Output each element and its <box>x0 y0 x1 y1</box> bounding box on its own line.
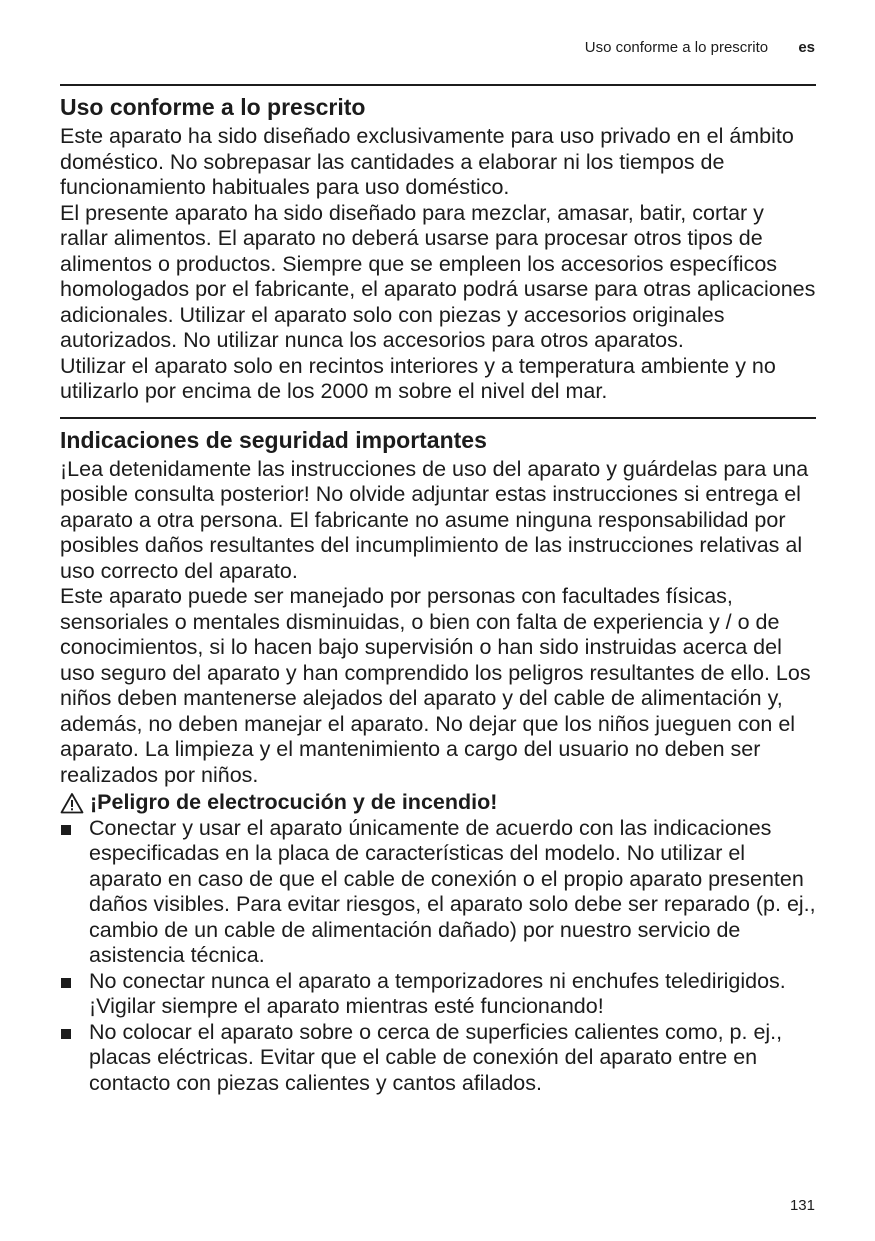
page-header <box>585 39 815 56</box>
header-language: es <box>798 39 815 56</box>
warning-triangle-icon <box>60 792 84 814</box>
list-item <box>60 1020 816 1097</box>
section-safety-instructions <box>60 425 816 1097</box>
page-number: 131 <box>789 1197 815 1214</box>
square-bullet-icon <box>61 978 71 988</box>
list-item <box>60 816 816 969</box>
section-intended-use <box>60 92 816 405</box>
list-item-text: Conectar y usar el aparato únicamente de acuerdo con las indicaciones especificadas en la placa de características del modelo. No utilizar el aparato en caso de que el cable de conexión o el propio aparato presenten daños visibles. Para evitar riesgos, el aparato solo debe ser reparado (p. ej., cambio de un cable de alimentación dañado) por nuestro servicio de asistencia técnica. <box>89 815 816 967</box>
square-bullet-icon <box>61 1029 71 1039</box>
warning-heading <box>60 790 816 816</box>
paragraph: Utilizar el aparato solo en recintos interiores y a temperatura ambiente y no utilizarlo por encima de los 2000 m sobre el nivel del mar. <box>60 353 776 403</box>
list-item <box>60 969 816 1020</box>
square-bullet-icon <box>61 825 71 835</box>
paragraph: Este aparato ha sido diseñado exclusivamente para uso privado en el ámbito doméstico. No sobrepasar las cantidades a elaborar ni los tiempos de funcionamiento habituales para uso doméstico. <box>60 124 794 199</box>
paragraph: ¡Lea detenidamente las instrucciones de uso del aparato y guárdelas para una posible consulta posterior! No olvide adjuntar estas instrucciones si entrega el aparato a otra persona. El fabricante no asume ninguna responsabilidad por posibles daños resultantes del incumplimiento de las instrucciones relativas al uso correcto del aparato. <box>60 456 809 583</box>
page-content <box>60 84 816 1096</box>
section-divider <box>60 417 816 419</box>
warning-list <box>60 816 816 1097</box>
header-title: Uso conforme a lo prescrito <box>584 39 769 56</box>
list-item-text: No colocar el aparato sobre o cerca de superficies calientes como, p. ej., placas eléctricas. Evitar que el cable de conexión del aparato entre en contacto con piezas calientes y cantos afilados. <box>89 1019 783 1095</box>
section-divider <box>60 84 816 86</box>
warning-heading-text: ¡Peligro de electrocución y de incendio! <box>90 790 498 814</box>
paragraph: Este aparato puede ser manejado por personas con facultades físicas, sensoriales o mentales disminuidas, o bien con falta de experiencia y / o de conocimientos, si lo hacen bajo supervisión o han sido instruidas acerca del uso seguro del aparato y han comprendido los peligros resultantes de ello. Los niños deben mantenerse alejados del aparato y del cable de alimentación y, además, no deben manejar el aparato. No dejar que los niños jueguen con el aparato. La limpieza y el mantenimiento a cargo del usuario no deben ser realizados por niños. <box>60 584 811 787</box>
list-item-text: No conectar nunca el aparato a temporizadores ni enchufes teledirigidos. ¡Vigilar siempre el aparato mientras esté funcionando! <box>89 968 786 1018</box>
section-heading: Uso conforme a lo prescrito <box>60 94 366 120</box>
paragraph: El presente aparato ha sido diseñado para mezclar, amasar, batir, cortar y rallar alimentos. El aparato no deberá usarse para procesar otros tipos de alimentos o productos. Siempre que se empleen los accesorios específicos homologados por el fabricante, el aparato podrá usarse para otras aplicaciones adicionales. Utilizar el aparato solo con piezas y accesorios originales autorizados. No utilizar nunca los accesorios para otros aparatos. <box>60 200 816 352</box>
section-heading: Indicaciones de seguridad importantes <box>60 426 487 453</box>
